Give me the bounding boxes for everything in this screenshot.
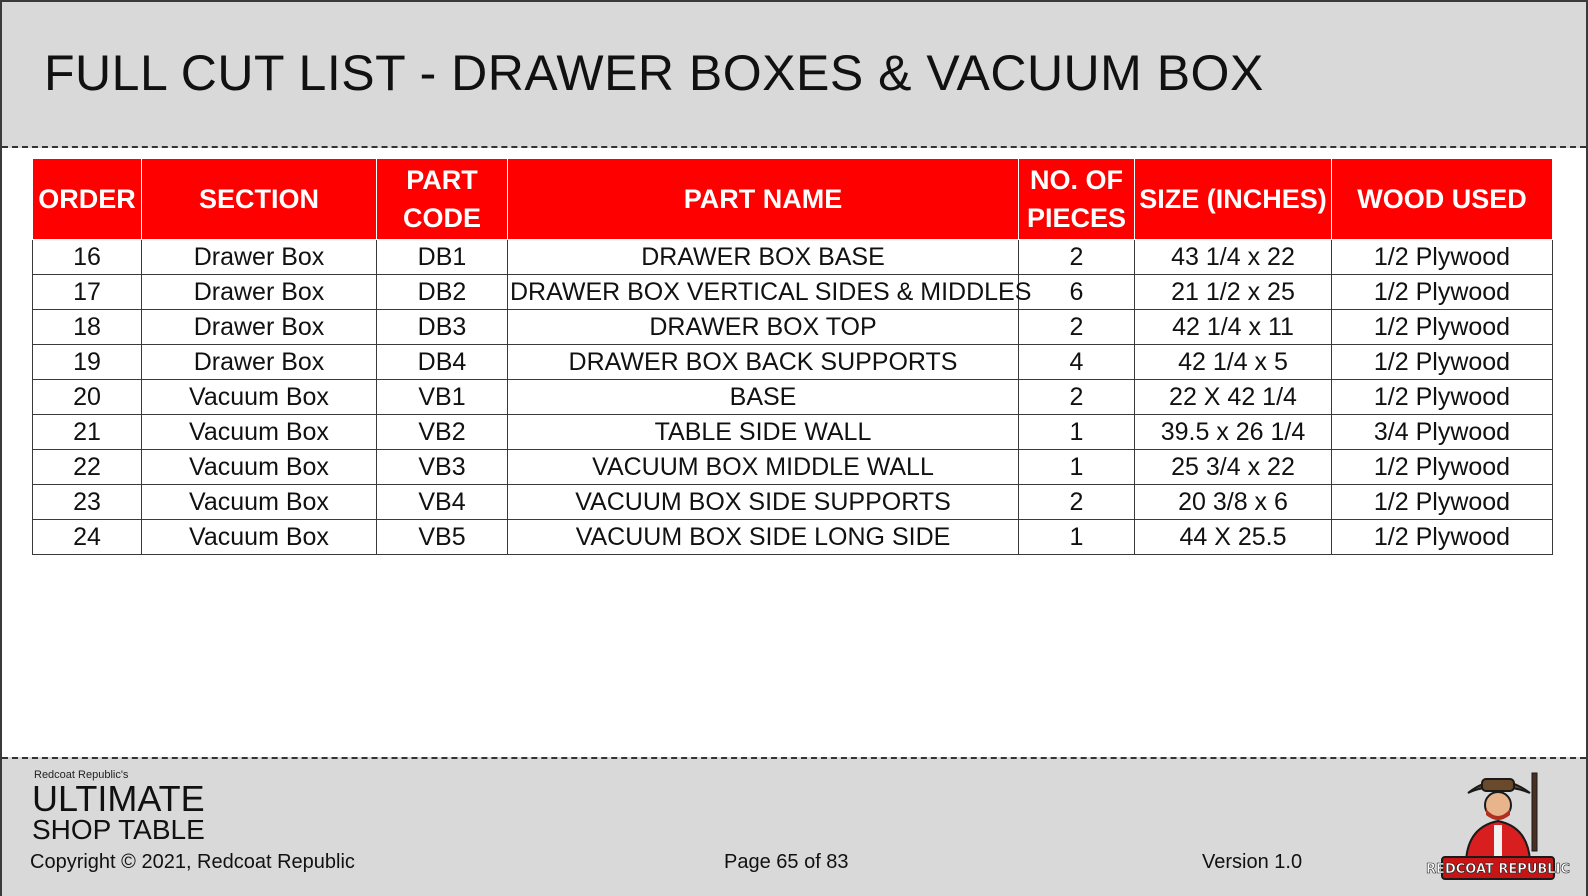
cell-size: 25 3/4 x 22 (1135, 450, 1332, 485)
cell-section: Vacuum Box (142, 415, 377, 450)
cell-wood-used: 1/2 Plywood (1332, 310, 1553, 345)
cell-wood-used: 1/2 Plywood (1332, 520, 1553, 555)
version-label: Version 1.0 (1202, 851, 1303, 873)
cell-part-code: DB4 (377, 345, 508, 380)
header-part-name: PART NAME (508, 159, 1019, 240)
cell-wood-used: 1/2 Plywood (1332, 275, 1553, 310)
cell-size: 42 1/4 x 11 (1135, 310, 1332, 345)
cell-part-name: VACUUM BOX SIDE LONG SIDE (508, 520, 1019, 555)
copyright-text: Copyright © 2021, Redcoat Republic (30, 851, 355, 873)
cell-size: 20 3/8 x 6 (1135, 485, 1332, 520)
table-row (33, 310, 1553, 345)
cell-part-name: DRAWER BOX VERTICAL SIDES & MIDDLES (508, 275, 1019, 310)
header-order: ORDER (33, 159, 142, 240)
cell-part-name: DRAWER BOX TOP (508, 310, 1019, 345)
cell-order: 18 (33, 310, 142, 345)
header-section: SECTION (142, 159, 377, 240)
cell-part-name: BASE (508, 380, 1019, 415)
cell-order: 24 (33, 520, 142, 555)
cell-size: 22 X 42 1/4 (1135, 380, 1332, 415)
cell-order: 21 (33, 415, 142, 450)
cell-order: 20 (33, 380, 142, 415)
cell-section: Drawer Box (142, 275, 377, 310)
cell-part-name: DRAWER BOX BASE (508, 240, 1019, 275)
table-header-row (33, 159, 1553, 240)
cell-pieces: 1 (1019, 520, 1135, 555)
cell-pieces: 2 (1019, 485, 1135, 520)
table-row (33, 240, 1553, 275)
redcoat-logo (1426, 765, 1570, 889)
cell-wood-used: 1/2 Plywood (1332, 450, 1553, 485)
cell-order: 23 (33, 485, 142, 520)
header-part-code: PART CODE (377, 159, 508, 240)
cell-part-code: DB2 (377, 275, 508, 310)
cell-pieces: 2 (1019, 380, 1135, 415)
cell-part-code: DB1 (377, 240, 508, 275)
cell-wood-used: 1/2 Plywood (1332, 240, 1553, 275)
cell-part-code: VB5 (377, 520, 508, 555)
brand-small-text: Redcoat Republic's (34, 769, 129, 781)
cell-section: Drawer Box (142, 240, 377, 275)
cell-section: Drawer Box (142, 345, 377, 380)
cell-section: Vacuum Box (142, 380, 377, 415)
cell-pieces: 2 (1019, 310, 1135, 345)
cell-part-name: VACUUM BOX MIDDLE WALL (508, 450, 1019, 485)
cell-order: 16 (33, 240, 142, 275)
brand-title: ULTIMATE (32, 778, 205, 819)
header-wood-used: WOOD USED (1332, 159, 1553, 240)
table-row (33, 415, 1553, 450)
cut-list-table (32, 158, 1553, 555)
table-row (33, 450, 1553, 485)
table-row (33, 345, 1553, 380)
table-row (33, 485, 1553, 520)
cell-part-code: VB1 (377, 380, 508, 415)
cell-pieces: 6 (1019, 275, 1135, 310)
cell-order: 22 (33, 450, 142, 485)
cell-wood-used: 3/4 Plywood (1332, 415, 1553, 450)
cell-order: 17 (33, 275, 142, 310)
slide-header (2, 2, 1586, 148)
cell-pieces: 2 (1019, 240, 1135, 275)
page-number: Page 65 of 83 (724, 851, 849, 873)
cell-size: 44 X 25.5 (1135, 520, 1332, 555)
cell-wood-used: 1/2 Plywood (1332, 380, 1553, 415)
cell-size: 42 1/4 x 5 (1135, 345, 1332, 380)
cell-section: Drawer Box (142, 310, 377, 345)
cell-part-name: VACUUM BOX SIDE SUPPORTS (508, 485, 1019, 520)
table-row (33, 380, 1553, 415)
cell-part-code: VB4 (377, 485, 508, 520)
cell-part-name: TABLE SIDE WALL (508, 415, 1019, 450)
page-title: FULL CUT LIST - DRAWER BOXES & VACUUM BOX (44, 45, 1264, 101)
cell-section: Vacuum Box (142, 485, 377, 520)
cell-part-code: VB2 (377, 415, 508, 450)
cell-order: 19 (33, 345, 142, 380)
table-row (33, 275, 1553, 310)
cell-size: 43 1/4 x 22 (1135, 240, 1332, 275)
cell-pieces: 1 (1019, 450, 1135, 485)
table-body (33, 240, 1553, 555)
cell-pieces: 4 (1019, 345, 1135, 380)
logo-text: REDCOAT REPUBLIC (1426, 862, 1570, 877)
cell-wood-used: 1/2 Plywood (1332, 345, 1553, 380)
brand-subtitle: SHOP TABLE (32, 814, 205, 845)
cell-part-code: DB3 (377, 310, 508, 345)
cell-pieces: 1 (1019, 415, 1135, 450)
table-row (33, 520, 1553, 555)
cell-size: 21 1/2 x 25 (1135, 275, 1332, 310)
cell-section: Vacuum Box (142, 520, 377, 555)
cell-part-name: DRAWER BOX BACK SUPPORTS (508, 345, 1019, 380)
cell-part-code: VB3 (377, 450, 508, 485)
header-no-of-pieces: NO. OF PIECES (1019, 159, 1135, 240)
slide-footer (2, 757, 1586, 896)
cell-wood-used: 1/2 Plywood (1332, 485, 1553, 520)
cell-section: Vacuum Box (142, 450, 377, 485)
cell-size: 39.5 x 26 1/4 (1135, 415, 1332, 450)
header-size: SIZE (INCHES) (1135, 159, 1332, 240)
